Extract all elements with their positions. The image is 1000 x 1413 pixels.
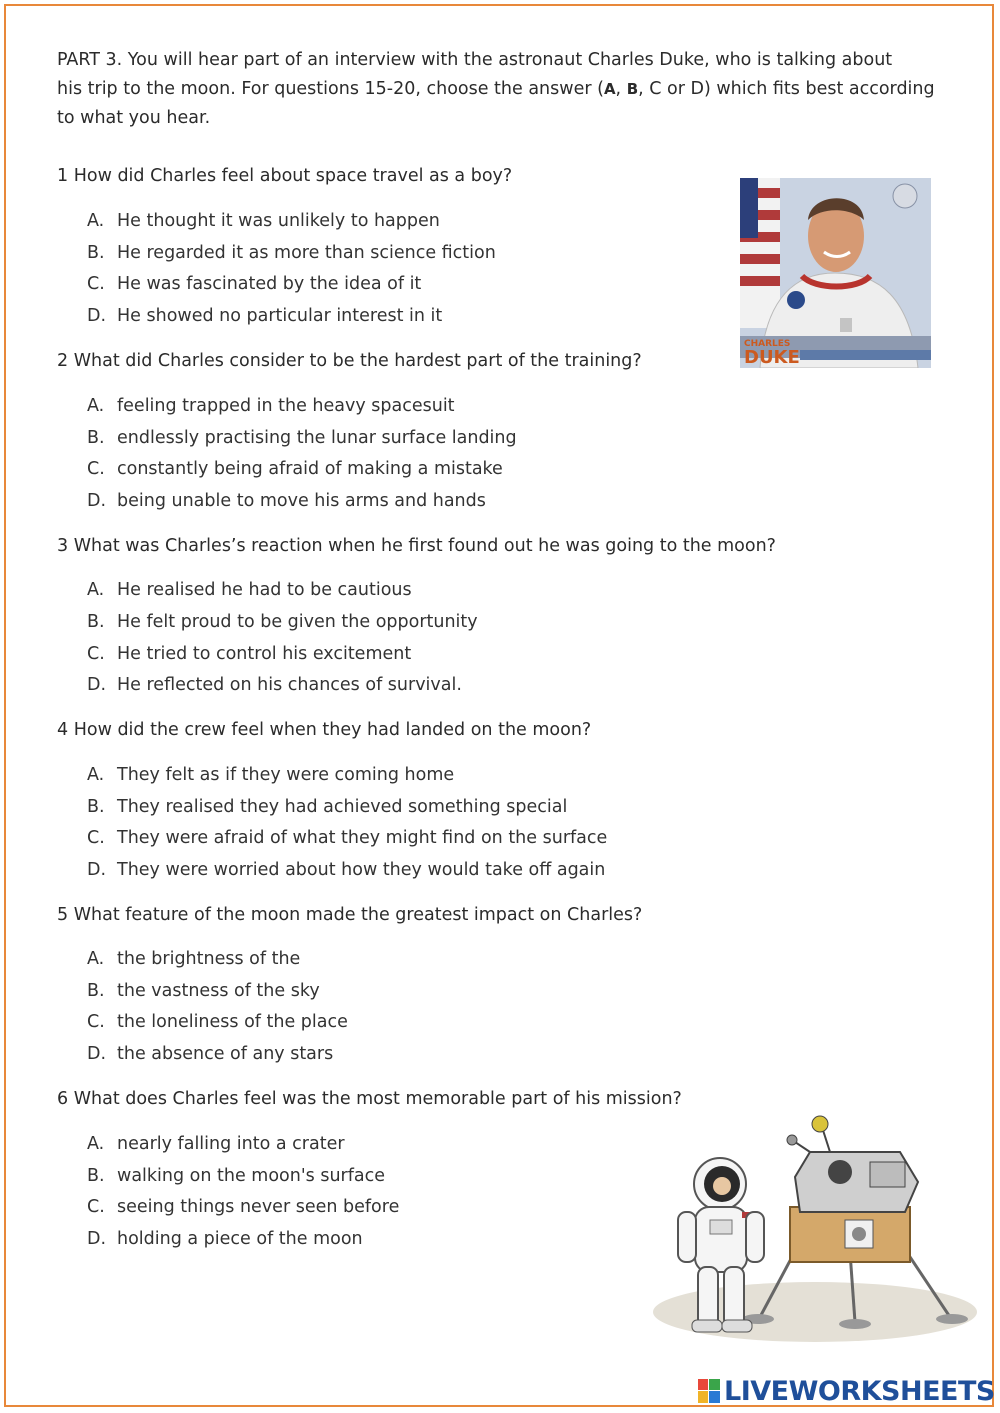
option-5b[interactable]: B. the vastness of the sky [87, 981, 320, 1001]
option-4d[interactable]: D. They were worried about how they would take off again [87, 860, 606, 880]
option-2d[interactable]: D. being unable to move his arms and hands [87, 491, 486, 511]
option-4a[interactable]: A. They felt as if they were coming home [87, 765, 455, 785]
option-3a[interactable]: A. He realised he had to be cautious [87, 580, 412, 600]
option-1c[interactable]: C. He was fascinated by the idea of it [87, 274, 422, 294]
option-6c[interactable]: C. seeing things never seen before [87, 1197, 400, 1217]
question-5: 5 What feature of the moon made the greatest impact on Charles? [57, 905, 643, 925]
liveworksheets-logo[interactable] [698, 1376, 995, 1406]
option-1b[interactable]: B. He regarded it as more than science fiction [87, 243, 496, 263]
question-2: 2 What did Charles consider to be the hardest part of the training? [57, 351, 642, 371]
option-1d[interactable]: D. He showed no particular interest in it [87, 306, 443, 326]
liveworksheets-badge-icon [698, 1379, 720, 1403]
instructions [57, 46, 947, 133]
astronaut-lander-drawing [650, 1112, 980, 1352]
option-5c[interactable]: C. the loneliness of the place [87, 1012, 348, 1032]
option-1a[interactable]: A. He thought it was unlikely to happen [87, 211, 440, 231]
question-3: 3 What was Charles’s reaction when he first found out he was going to the moon? [57, 536, 776, 556]
question-1: 1 How did Charles feel about space travel as a boy? [57, 166, 513, 186]
instructions-line-1: PART 3. You will hear part of an interview with the astronaut Charles Duke, who is talking about [57, 50, 893, 70]
photo-caption-bottom: DUKE [744, 347, 800, 368]
astronaut-photo [740, 178, 931, 368]
option-3c[interactable]: C. He tried to control his excitement [87, 644, 412, 664]
option-3b[interactable]: B. He felt proud to be given the opportunity [87, 612, 478, 632]
instructions-line-3: to what you hear. [57, 108, 211, 128]
option-5a[interactable]: A. the brightness of the [87, 949, 301, 969]
photo-caption-top: CHARLES [744, 339, 791, 349]
astronaut-portrait-illustration [740, 178, 931, 368]
option-6b[interactable]: B. walking on the moon's surface [87, 1166, 386, 1186]
option-2b[interactable]: B. endlessly practising the lunar surface landing [87, 428, 517, 448]
option-2a[interactable]: A. feeling trapped in the heavy spacesuit [87, 396, 455, 416]
option-2c[interactable]: C. constantly being afraid of making a mistake [87, 459, 503, 479]
option-4c[interactable]: C. They were afraid of what they might find on the surface [87, 828, 608, 848]
option-6a[interactable]: A. nearly falling into a crater [87, 1134, 345, 1154]
lunar-module-illustration [650, 1112, 980, 1352]
question-6: 6 What does Charles feel was the most memorable part of his mission? [57, 1089, 682, 1109]
question-4: 4 How did the crew feel when they had landed on the moon? [57, 720, 592, 740]
option-4b[interactable]: B. They realised they had achieved something special [87, 797, 568, 817]
liveworksheets-wordmark: LIVEWORKSHEETS [724, 1375, 995, 1407]
option-5d[interactable]: D. the absence of any stars [87, 1044, 334, 1064]
option-6d[interactable]: D. holding a piece of the moon [87, 1229, 363, 1249]
option-3d[interactable]: D. He reflected on his chances of survival. [87, 675, 462, 695]
instructions-line-2: his trip to the moon. For questions 15-20, choose the answer (A, B, C or D) which fits best according [57, 79, 935, 99]
